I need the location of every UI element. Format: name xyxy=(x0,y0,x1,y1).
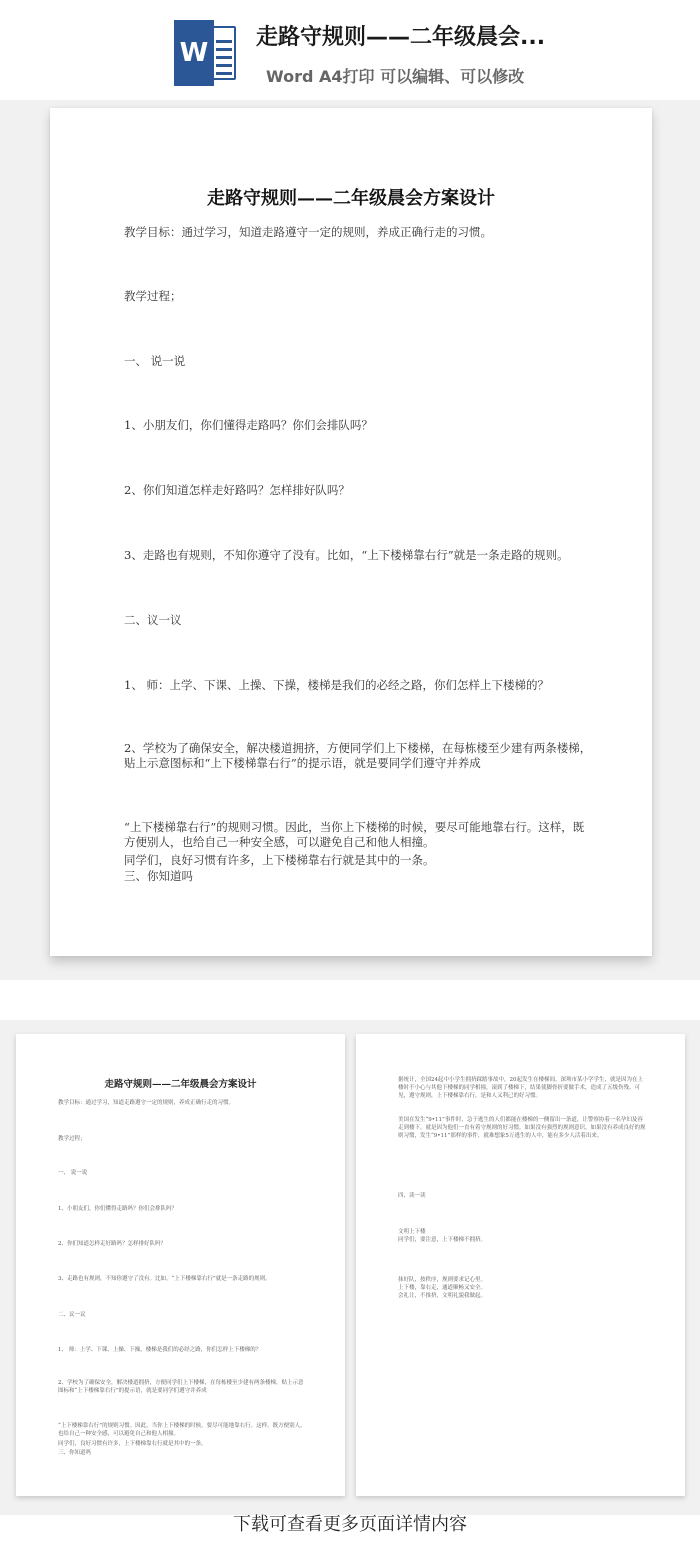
thumb-discussion-2: 2、学校为了确保安全，解决楼道拥挤，方便同学们上下楼梯，在每栋楼至少建有两条楼梯，贴上示意图标和“上下楼梯靠右行”的提示语，就是要同学们遵守并养成 xyxy=(58,1380,304,1394)
thumb-rhyme-line-2: 抹好队，按秩序，规则要求记心里。 xyxy=(398,1277,487,1283)
thumbnail-page-2[interactable] xyxy=(356,1034,685,1496)
teaching-goal: 教学目标：通过学习，知道走路遵守一定的规则，养成正确行走的习惯。 xyxy=(124,225,492,239)
discussion-4: 同学们，良好习惯有许多，上下楼梯靠右行就是其中的一条。 xyxy=(124,853,435,867)
document-subtitle: Word A4打印 可以编辑、可以修改 xyxy=(266,67,525,86)
question-1: 1、小朋友们，你们懂得走路吗？你们会排队吗？ xyxy=(124,418,373,432)
thumb-question-1: 1、小朋友们，你们懂得走路吗？你们会排队吗？ xyxy=(58,1206,178,1212)
teaching-process: 教学过程； xyxy=(124,289,182,303)
thumb-question-3: 3、走路也有规则，不知你遵守了没有。比如，“上下楼梯靠右行”就是一条走路的规则。 xyxy=(58,1276,271,1282)
question-2: 2、你们知道怎样走好路吗？怎样排好队吗？ xyxy=(124,483,350,497)
thumb-section-4: 四、读一读 xyxy=(398,1193,426,1199)
thumb-rhyme-title: 文明上下楼 xyxy=(398,1229,426,1235)
word-icon-letter: W xyxy=(174,20,214,86)
thumb-statistics: 据统计，全国24起中小学生拥挤踩踏事故中，20起发生在楼梯间。深圳市某小学学生，就是因为在上楼时不小心与其他下楼梯的同学相撞，滚到了楼梯下，结果使脚骨折要做手术，造成了五级伤残。可见，遵守规则，上下楼梯靠右行，是和人又利己的好习惯。 xyxy=(398,1077,644,1099)
discussion-3: “上下楼梯靠右行”的规则习惯。因此，当你上下楼梯的时候，要尽可能地靠右行。这样，既方便别人，也给自己一种安全感，可以避免自己和他人相撞。 xyxy=(124,820,585,849)
thumb-rhyme-line-1: 同学们，要注意，上下楼梯不拥挤。 xyxy=(398,1237,487,1243)
thumb-question-2: 2、你们知道怎样走好路吗？怎样排好队吗？ xyxy=(58,1241,167,1247)
document-title: 走路守规则——二年级晨会... xyxy=(256,25,546,50)
page-thumbnails xyxy=(0,1020,700,1515)
word-document-icon xyxy=(174,20,240,86)
thumb-rhyme-line-3: 上下楼，靠右走，通道顺畅又安全。 xyxy=(398,1285,487,1291)
discussion-2: 2、学校为了确保安全，解决楼道拥挤，方便同学们上下楼梯，在每栋楼至少建有两条楼梯，贴上示意图标和“上下楼梯靠右行”的提示语，就是要同学们遵守并养成 xyxy=(124,741,592,770)
thumb-section-1: 一、 说一说 xyxy=(58,1170,88,1176)
document-page-1[interactable] xyxy=(50,108,652,956)
section-heading-2: 二、议一议 xyxy=(124,613,182,627)
thumb-section-2: 二、议一议 xyxy=(58,1312,86,1318)
section-heading-1: 一、 说一说 xyxy=(124,354,186,368)
thumb-goal: 教学目标：通过学习，知道走路遵守一定的规则，养成正确行走的习惯。 xyxy=(58,1100,235,1106)
thumb-discussion-4: 同学们，良好习惯有许多，上下楼梯靠右行就是其中的一条。 xyxy=(58,1441,207,1447)
thumb-911-story: 美国在发生“9•11”事件时，急于逃生的人们都能在楼梯的一侧留出一条道，让警察协着一名孕妇及容走到楼下，就是因为他们一直有着守规则的好习惯。如果没有强烈的规则意识，如果没有养成良好的规则习惯，发生“9•11”那样的事件，就难想象5万逃生的人中，能有多少人活着出来。 xyxy=(398,1117,646,1139)
thumb-discussion-1: 1、 师：上学、下课、上操、下操，楼梯是我们的必经之路，你们怎样上下楼梯的？ xyxy=(58,1347,262,1353)
download-more-link[interactable]: 下载可查看更多页面详情内容 xyxy=(0,1515,700,1557)
thumb-process: 教学过程； xyxy=(58,1136,86,1142)
section-heading-3: 三、你知道吗 xyxy=(124,869,193,883)
page-preview-area xyxy=(0,100,700,980)
question-3: 3、走路也有规则，不知你遵守了没有。比如，“上下楼梯靠右行”就是一条走路的规则。 xyxy=(124,548,569,562)
page-title: 走路守规则——二年级晨会方案设计 xyxy=(207,188,495,209)
thumb-title: 走路守规则——二年级晨会方案设计 xyxy=(104,1079,257,1090)
thumb-rhyme-line-4: 会礼让，不推挤，文明礼貌我做起。 xyxy=(398,1293,487,1299)
thumb-discussion-3: “上下楼梯靠右行”的规则习惯。因此，当你上下楼梯的时候，要尽可能地靠右行。这样，既方便别人，也给自己一种安全感，可以避免自己和他人相撞。 xyxy=(58,1423,306,1437)
discussion-1: 1、 师：上学、下课、上操、下操，楼梯是我们的必经之路，你们怎样上下楼梯的？ xyxy=(124,678,549,692)
thumb-section-3: 三、你知道吗 xyxy=(58,1450,92,1456)
header xyxy=(0,0,700,100)
thumbnail-page-1[interactable] xyxy=(16,1034,345,1496)
